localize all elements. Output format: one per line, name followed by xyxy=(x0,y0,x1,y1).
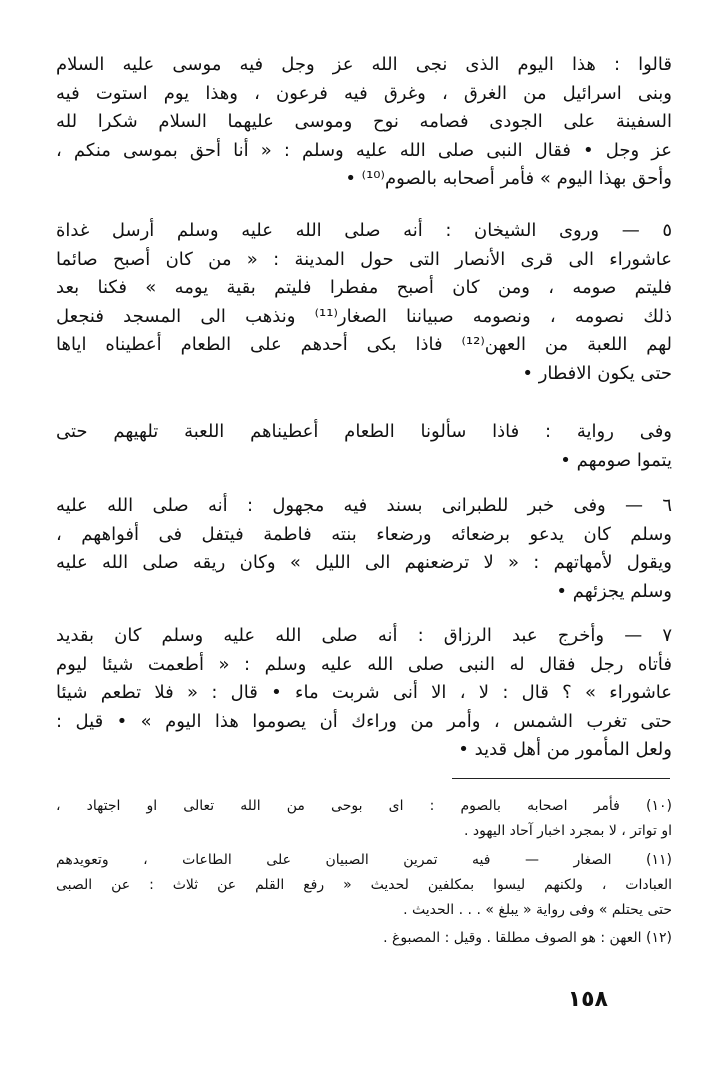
text-line: وأحق بهذا اليوم » فأمر أصحابه بالصوم⁽¹⁰⁾ • xyxy=(345,168,672,189)
text-line: ذلك نصومه ، ونصومه صبياننا الصغار⁽¹¹⁾ ونذهب الى المسجد فنجعل xyxy=(56,305,672,327)
text-line: لهم اللعبة من العهن⁽¹²⁾ فاذا بكى أحدهم على الطعام أعطيناه اياها xyxy=(56,334,672,355)
footnote-11 xyxy=(56,848,672,923)
text-line: فليتم صومه ، ومن كان أصبح مفطرا فليتم بقية يومه » فكنا بعد xyxy=(56,277,672,298)
text-line: حتى يكون الافطار • xyxy=(522,362,672,384)
footnote-line: حتى يحتلم » وفى رواية « يبلغ » . . . الحديث . xyxy=(403,902,672,918)
paragraph-3 xyxy=(56,418,672,475)
footnote-12 xyxy=(56,926,672,951)
text-line: وسلم يجزئهم • xyxy=(556,580,672,602)
footnote-line: العبادات ، ولكنهم ليسوا بمكلفين لحديث « رفع القلم عن ثلاث : عن الصبى xyxy=(56,877,672,893)
paragraph-5 xyxy=(56,622,672,765)
footnote-line: (١٠) فأمر اصحابه بالصوم : اى بوحى من الله تعالى او اجتهاد ، xyxy=(56,798,672,814)
footnote-line: (١٢) العهن : هو الصوف مطلقا . وقيل : المصبوغ . xyxy=(383,930,672,946)
text-line: ولعل المأمور من أهل قديد • xyxy=(458,739,672,760)
text-line: عاشوراء » ؟ قال : لا ، الا أنى شربت ماء • قال : « فلا تطعم شيئا xyxy=(56,682,672,703)
text-line: عز وجل • فقال النبى صلى الله عليه وسلم : « أنا أحق بموسى منكم ، xyxy=(56,139,672,161)
text-line: حتى تغرب الشمس ، وأمر من وراءك أن يصوموا هذا اليوم » • قيل : xyxy=(56,710,672,732)
footnote-separator xyxy=(452,778,670,779)
text-line: فأتاه رجل فقال له النبى صلى الله عليه وسلم : « أطعمت شيئا ليوم xyxy=(56,653,672,675)
text-line: وبنى اسرائيل من الغرق ، وغرق فيه فرعون ، وهذا يوم استوت فيه xyxy=(56,82,672,104)
page-number: ١٥٨ xyxy=(567,987,608,1012)
text-line: ٧ — وأخرج عبد الرزاق : أنه صلى الله عليه وسلم كان بقديد xyxy=(56,625,672,646)
text-line: يتموا صومهم • xyxy=(560,449,672,471)
text-line: ٥ — وروى الشيخان : أنه صلى الله عليه وسلم أرسل غداة xyxy=(56,220,672,241)
text-line: ٦ — وفى خبر للطبرانى بسند فيه مجهول : أنه صلى الله عليه xyxy=(56,495,672,516)
footnote-line: او تواتر ، لا بمجرد اخبار آحاد اليهود . xyxy=(464,823,672,839)
footnote-line: (١١) الصغار — فيه تمرين الصبيان على الطاعات ، وتعويدهم xyxy=(56,852,672,868)
text-line: ويقول لأمهاتهم : « لا ترضعنهم الى الليل » وكان ريقه صلى الله عليه xyxy=(56,552,672,573)
text-line: وسلم كان يدعو برضعائه ورضعاء بنته فاطمة فيتفل فى أفواههم ، xyxy=(56,523,672,545)
paragraph-2 xyxy=(56,217,672,388)
paragraph-1 xyxy=(56,51,672,194)
text-line: قالوا : هذا اليوم الذى نجى الله عز وجل فيه موسى عليه السلام xyxy=(56,54,672,75)
footnote-10 xyxy=(56,794,672,844)
paragraph-4 xyxy=(56,492,672,606)
text-line: عاشوراء الى قرى الأنصار التى حول المدينة : « من كان أصبح صائما xyxy=(56,248,672,270)
text-line: وفى رواية : فاذا سألونا الطعام أعطيناهم اللعبة تلهيهم حتى xyxy=(56,421,672,442)
text-line: السفينة على الجودى فصامه نوح وموسى عليهما السلام شكرا لله xyxy=(56,111,672,132)
